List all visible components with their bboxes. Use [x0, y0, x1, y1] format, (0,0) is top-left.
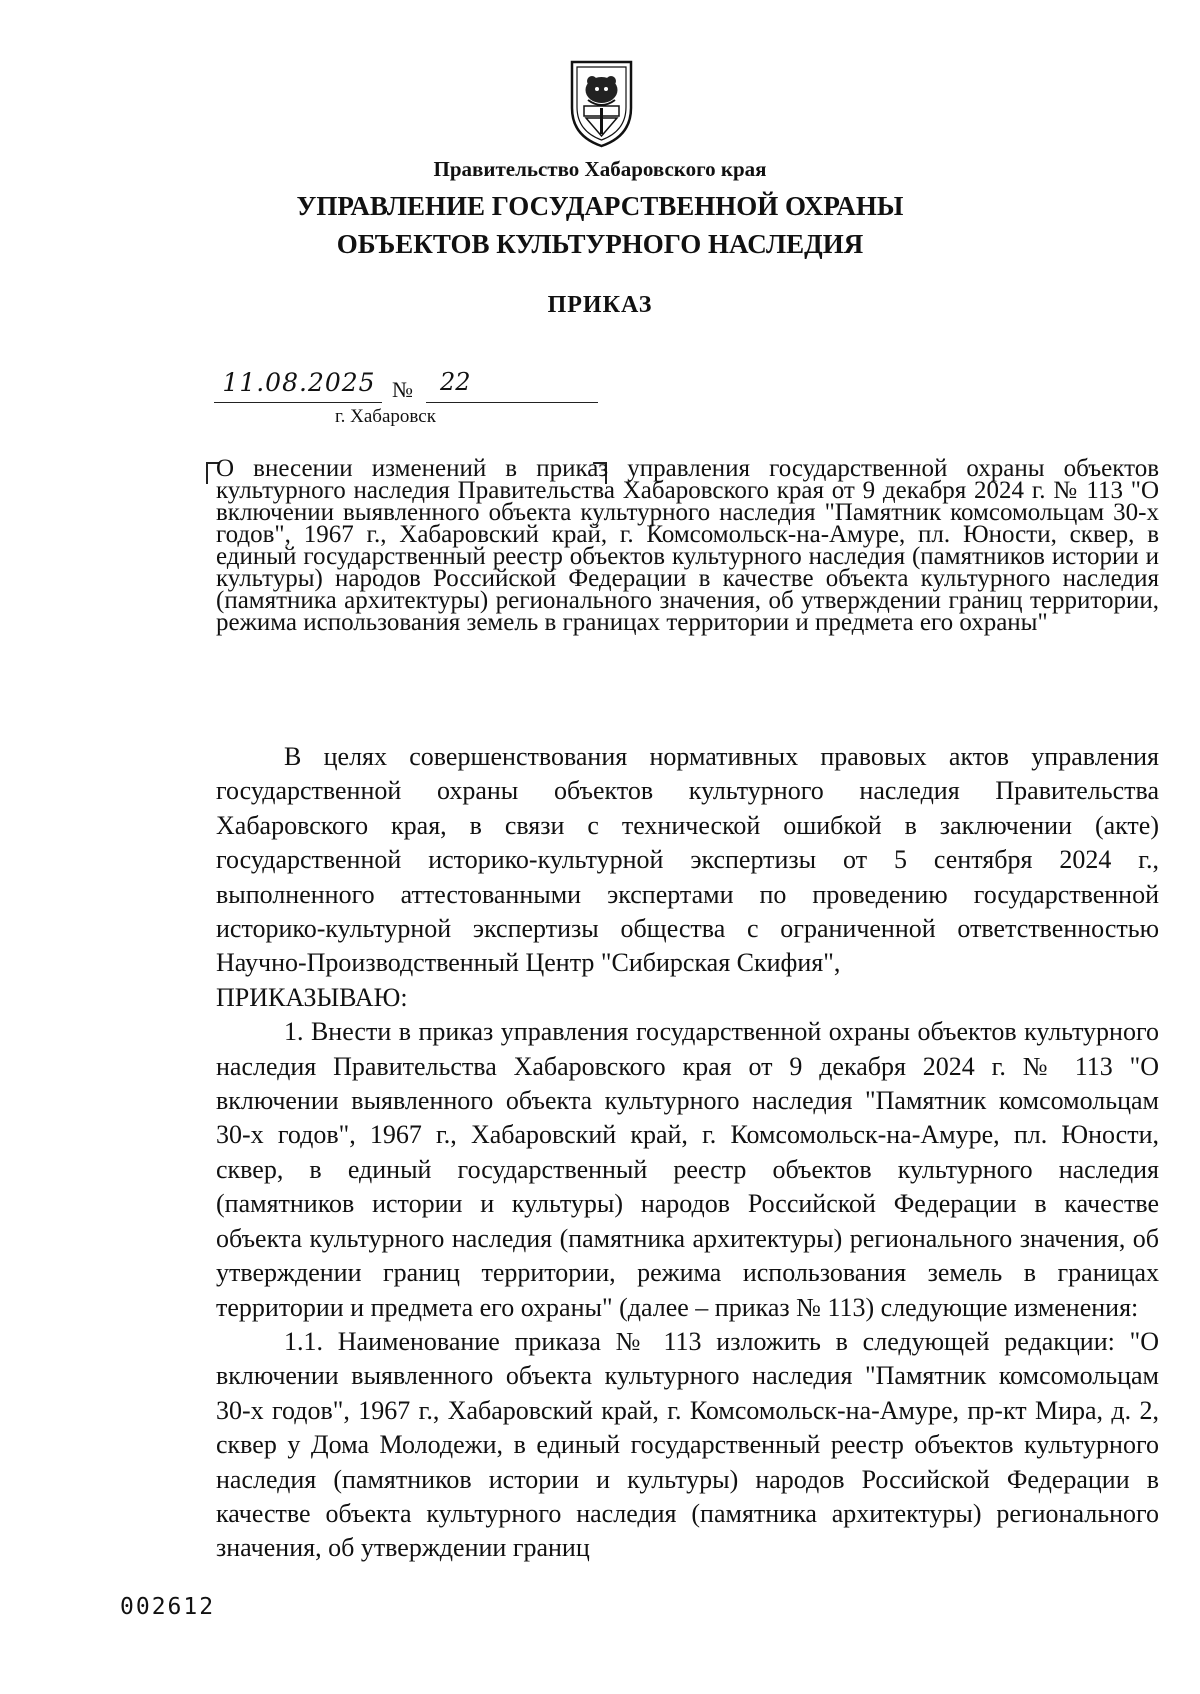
preamble-paragraph: В целях совершенствования нормативных правовых актов управления государственной охраны объектов культурного наследия Правительства Хабаровского края, в связи с технической ошибкой в заключении (акте) государственной историко-культурной экспертизы от 5 сентября 2024 г., выполненного аттестованными экспертами по проведению государственной историко-культурной экспертизы общества с ограниченной ответственностью Научно-Производственный Центр "Сибирская Скифия",	[216, 742, 1159, 978]
order-date: 11.08.2025	[222, 368, 376, 397]
department-name-line-1: УПРАВЛЕНИЕ ГОСУДАРСТВЕННОЙ ОХРАНЫ	[296, 191, 904, 221]
number-underline	[426, 402, 598, 403]
government-name: Правительство Хабаровского края	[433, 157, 767, 181]
coat-of-arms-icon	[564, 56, 639, 150]
department-name	[0, 187, 1200, 263]
date-underline	[214, 402, 382, 403]
order-subject: О внесении изменений в приказ управления государственной охраны объектов культурного наследия Правительства Хабаровского края от 9 декабря 2024 г. № 113 "О включении выявленного объекта культурного наследия "Памятник комсомольцам 30-х годов", 1967 г., Хабаровский край, г. Комсомольск-на-Амуре, пл. Юности, сквер, в единый государственный реестр объектов культурного наследия (памятников истории и культуры) народов Российской Федерации в качестве объекта культурного наследия (памятника архитектуры) регионального значения, об утверждении границ территории, режима использования земель в границах территории и предмета его охраны"	[216, 455, 1159, 636]
order-body	[216, 740, 1159, 1566]
document-serial-number: 002612	[120, 1594, 216, 1620]
order-number: 22	[440, 368, 471, 396]
item-1-paragraph: 1. Внести в приказ управления государственной охраны объектов культурного наследия Правительства Хабаровского края от 9 декабря 2024 г. № 113 "О включении выявленного объекта культурного наследия "Памятник комсомольцам 30-х годов", 1967 г., Хабаровский край, г. Комсомольск-на-Амуре, пл. Юности, сквер, в единый государственный реестр объектов культурного наследия (памятников истории и культуры) народов Российской Федерации в качестве объекта культурного наследия (памятника архитектуры) регионального значения, об утверждении границ территории, режима использования земель в границах территории и предмета его охраны" (далее – приказ № 113) следующие изменения:	[216, 1017, 1159, 1322]
document-type-title: ПРИКАЗ	[547, 292, 653, 318]
number-sign: №	[392, 377, 413, 402]
order-city: г. Хабаровск	[335, 406, 436, 427]
decree-word: ПРИКАЗЫВАЮ:	[216, 982, 408, 1012]
item-1-1-paragraph: 1.1. Наименование приказа № 113 изложить в следующей редакции: "О включении выявленного объекта культурного наследия "Памятник комсомольцам 30-х годов", 1967 г., Хабаровский край, г. Комсомольск-на-Амуре, пр-кт Мира, д. 2, сквер у Дома Молодежи, в единый государственный реестр объектов культурного наследия (памятников истории и культуры) народов Российской Федерации в качестве объекта культурного наследия (памятника архитектуры) регионального значения, об утверждении границ	[216, 1326, 1159, 1563]
department-name-line-2: ОБЪЕКТОВ КУЛЬТУРНОГО НАСЛЕДИЯ	[336, 229, 864, 259]
